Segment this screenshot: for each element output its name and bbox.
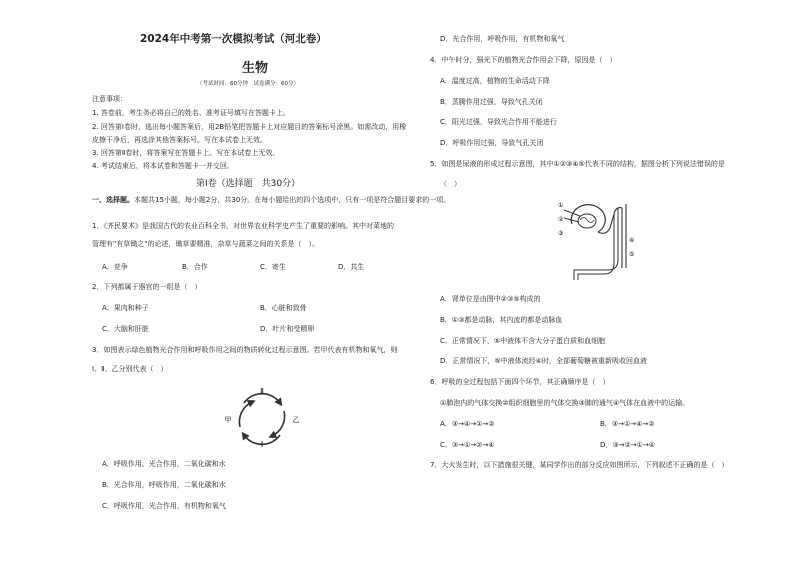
nephron-label-2: ② <box>558 216 564 223</box>
left-column <box>92 0 451 562</box>
q4-option-c: C．阳光过强，导致光合作用不能进行 <box>440 118 557 126</box>
nephron-diagram <box>558 198 638 282</box>
q1-option-b: B．合作 <box>182 263 208 271</box>
q5-option-d: D．正常情况下，⑤中液体流经④时，全部葡萄糖被重新吸收回血液 <box>440 357 647 365</box>
q7-stem: 7．大火发生时，以下措施很关键，某同学作出的部分反应如图所示，下列叙述不正确的是（ ） <box>430 461 729 469</box>
nephron-label-5: ⑤ <box>629 251 635 258</box>
q5-option-a: A．肾单位是由图中②③⑤构成的 <box>440 295 541 303</box>
q3-cycle-diagram <box>222 384 302 450</box>
q6-stem: 6．呼吸的全过程包括下面四个环节，其正确顺序是（ ） <box>430 378 610 386</box>
section-1-intro <box>92 196 450 205</box>
q4-option-d: D．呼吸作用过强，导致气孔关闭 <box>440 139 544 147</box>
q6-steps: ①肺泡内的气体交换②组织细胞里的气体交换③肺的通气④气体在血液中的运输。 <box>440 399 690 407</box>
q3-option-a: A．呼吸作用，光合作用，二氧化碳和水 <box>102 460 226 468</box>
nephron-label-1: ① <box>558 202 564 209</box>
nephron-label-4: ④ <box>629 237 635 244</box>
q3-stem-2: Ⅰ、Ⅱ、乙分别代表（ ） <box>92 365 168 373</box>
note-1: 1. 答卷前，考生务必将自己的姓名、准考证号填写在答题卡上。 <box>92 109 290 117</box>
q1-stem-1: 1．《齐民要术》是我国古代的农业百科全书，对世界农业科学史产生了重要的影响。其中对菜地的 <box>92 222 394 230</box>
subject-title: 生物 <box>242 61 269 76</box>
section-1-intro-bold: 一、选择题。 <box>92 196 134 204</box>
q2-option-c: C．大脑和肝脏 <box>102 325 149 333</box>
exam-meta: （考试时间：60分钟 试卷满分：60分） <box>197 81 299 87</box>
note-2-cont: 皮擦干净后，再选涂其他答案标号。写在本试卷上无效。 <box>92 136 267 144</box>
diagram-label-top: Ⅱ <box>260 387 264 396</box>
section-1-intro-rest: 本题共15小题，每小题2分，共30分。在每小题给出的四个选项中，只有一项是符合题目要求的一项。 <box>134 196 451 204</box>
q2-option-d: D．叶片和受精卵 <box>260 325 315 333</box>
q1-option-d: D．共生 <box>338 263 365 271</box>
diagram-label-left: 甲 <box>224 416 232 424</box>
q3-option-b: B．光合作用，呼吸作用，二氧化碳和水 <box>102 481 226 489</box>
q4-stem: 4．中午时分，强光下的植物光合作用会下降，原因是（ ） <box>430 56 617 64</box>
q3-option-c: C．呼吸作用，光合作用，有机物和氧气 <box>102 502 226 510</box>
note-3: 3. 回答第Ⅱ卷时，将答案写在答题卡上。写在本试卷上无效。 <box>92 149 280 157</box>
q6-option-c: C．③→①→②→④ <box>440 441 495 449</box>
diagram-label-bottom: Ⅰ <box>260 440 264 449</box>
q5-option-c: C．正常情况下，⑤中液体不含大分子蛋白质和血细胞 <box>440 337 606 345</box>
q6-option-b: B．③→①→④→② <box>600 420 655 428</box>
q5-stem-1: 5．如图是尿液的形成过程示意图，其中①②③④⑤代表不同的结构，据图分析下列说法错误的是 <box>430 160 725 168</box>
note-4: 4. 考试结束后，将本试卷和答题卡一并交回。 <box>92 162 234 170</box>
diagram-label-right: 乙 <box>292 416 300 424</box>
q4-option-a: A．温度过高，植物的生命活动下降 <box>440 77 550 85</box>
q1-option-c: C．寄生 <box>260 263 286 271</box>
notes-heading: 注意事项： <box>92 95 127 103</box>
note-2: 2. 回答第Ⅰ卷时，选出每小题答案后，用2B铅笔把答题卡上对应题目的答案标号涂黑。如需改动，用橡 <box>92 123 407 131</box>
cycle-arrow-right <box>272 411 285 436</box>
nephron-label-3: ③ <box>558 230 564 237</box>
q6-option-d: D．③→②→①→④ <box>600 441 656 449</box>
cycle-arrow-left <box>239 402 252 427</box>
q3-stem-1: 3．如图表示绿色植物光合作用和呼吸作用之间的物质转化过程示意图。若甲代表有机物和氧气，则 <box>92 346 398 354</box>
q1-option-a: A．竞争 <box>102 263 128 271</box>
q5-option-b: B．①③都是动脉，其内流的都是动脉血 <box>440 316 563 324</box>
q1-stem-2: 管理有"有草锄之"的论述，锄草要精准，杂草与蔬菜之间的关系是（ ）。 <box>92 240 319 248</box>
q2-option-b: B．心脏和致骨 <box>260 304 307 312</box>
q6-option-a: A．③→④→①→② <box>440 420 495 428</box>
exam-title: 2024年中考第一次模拟考试（河北卷） <box>140 33 327 45</box>
q2-option-a: A．果肉和种子 <box>102 304 149 312</box>
q4-option-b: B．蒸腾作用过强，导致气孔关闭 <box>440 98 543 106</box>
q3-option-d: D．光合作用，呼吸作用，有机物和氧气 <box>440 35 565 43</box>
q2-stem: 2．下列都属于器官的一组是（ ） <box>92 283 202 291</box>
right-column <box>430 0 760 562</box>
section-1-title: 第Ⅰ卷（选择题 共30分） <box>196 179 301 189</box>
q5-stem-2: （ ） <box>440 180 461 188</box>
